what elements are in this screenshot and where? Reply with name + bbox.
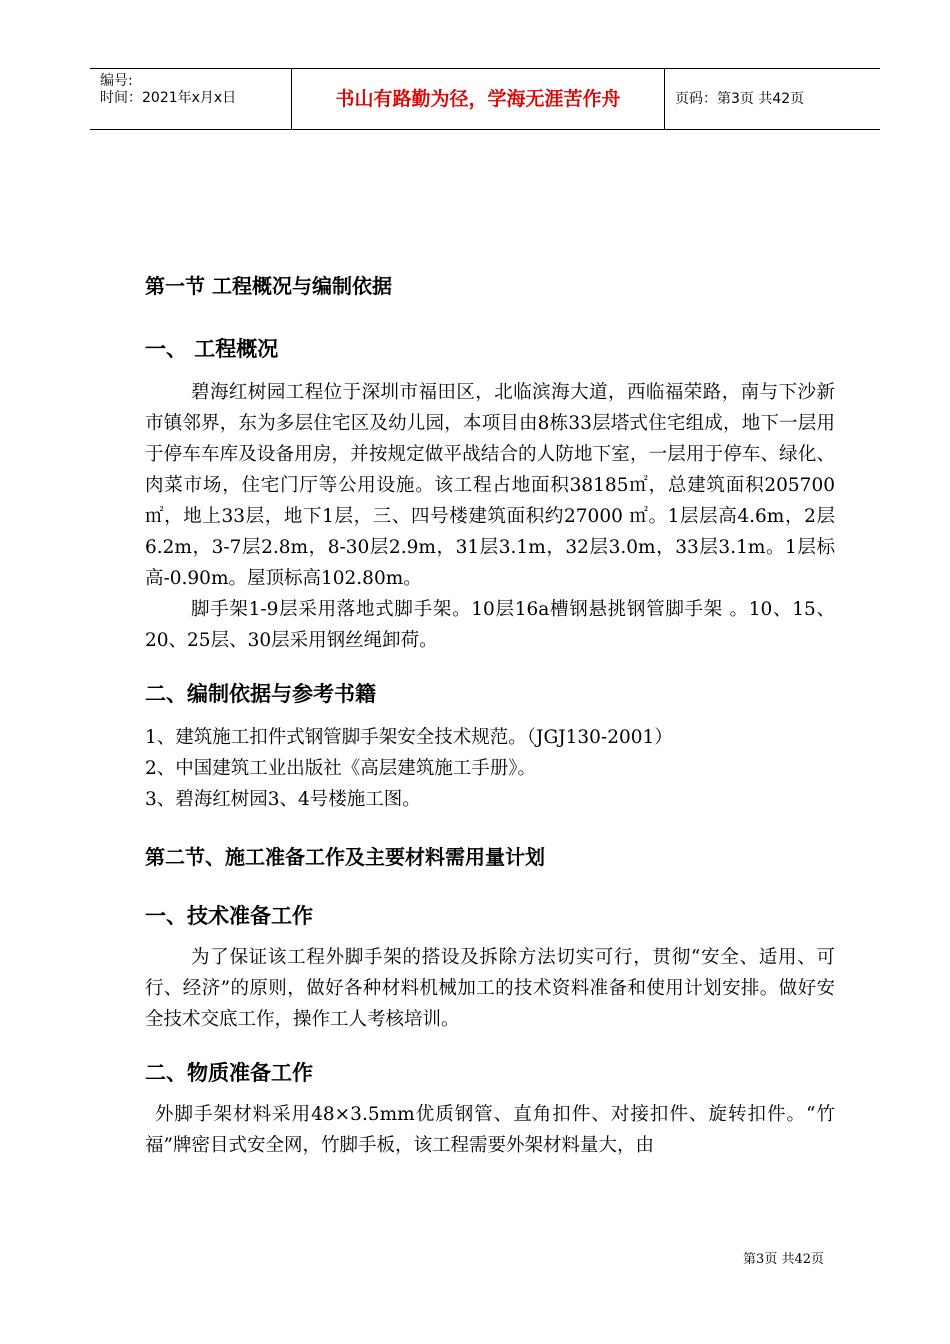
subsection-title: 二、编制依据与参考书籍 bbox=[145, 682, 376, 706]
paragraph: 外脚手架材料采用48×3.5mm优质钢管、直角扣件、对接扣件、旋转扣件。“竹福”牌密目式安全网，竹脚手板，该工程需要外架材料量大，由 bbox=[145, 1104, 835, 1156]
paragraph: 碧海红树园工程位于深圳市福田区，北临滨海大道，西临福荣路，南与下沙新市镇邻界，东为多层住宅区及幼儿园，本项目由8栋33层塔式住宅组成，地下一层用于停车车库及设备用房，并按规定做平战结合的人防地下室，一层用于停车、绿化、肉菜市场，住宅门厅等公用设施。该工程占地面积38185㎡，总建筑面积205700 ㎡，地上33层，地下1层，三、四号楼建筑面积约27000 ㎡。1层层高4.6m，2层6.2m，3-7层2.8m，8-30层2.9m，31层3.1m，32层3.0m，33层3.1m。1层标高-0.90m。屋顶标高102.80m。 bbox=[145, 382, 835, 589]
paragraph: 脚手架1-9层采用落地式脚手架。10层16a槽钢悬挑钢管脚手架 。10、15、20、25层、30层采用钢丝绳卸荷。 bbox=[145, 599, 835, 651]
paragraph: 为了保证该工程外脚手架的搭设及拆除方法切实可行，贯彻“安全、适用、可行、经济”的原则，做好各种材料机械加工的技术资料准备和使用计划安排。做好安全技术交底工作，操作工人考核培训。 bbox=[145, 947, 835, 1030]
list-item: 3、碧海红树园3、4号楼施工图。 bbox=[145, 789, 421, 810]
section-title: 第一节 工程概况与编制依据 bbox=[145, 274, 392, 298]
time-label: 时间：2021年x月x日 bbox=[100, 90, 237, 106]
page-header bbox=[90, 68, 880, 130]
subsection-title: 一、 工程概况 bbox=[145, 337, 279, 361]
subsection-title: 二、物质准备工作 bbox=[145, 1061, 313, 1085]
header-left bbox=[90, 69, 290, 129]
document-body bbox=[145, 270, 835, 1161]
header-motto: 书山有路勤为径，学海无涯苦作舟 bbox=[291, 69, 665, 129]
page-footer: 第3页 共42页 bbox=[743, 1252, 824, 1267]
number-label: 编号: bbox=[100, 73, 133, 89]
section-title: 第二节、施工准备工作及主要材料需用量计划 bbox=[145, 845, 545, 869]
header-page-info: 页码：第3页 共42页 bbox=[675, 91, 805, 107]
list-item: 2、中国建筑工业出版社《高层建筑施工手册》。 bbox=[145, 758, 537, 779]
subsection-title: 一、技术准备工作 bbox=[145, 904, 313, 928]
list-item: 1、建筑施工扣件式钢管脚手架安全技术规范。（JGJ130-2001） bbox=[145, 727, 673, 748]
